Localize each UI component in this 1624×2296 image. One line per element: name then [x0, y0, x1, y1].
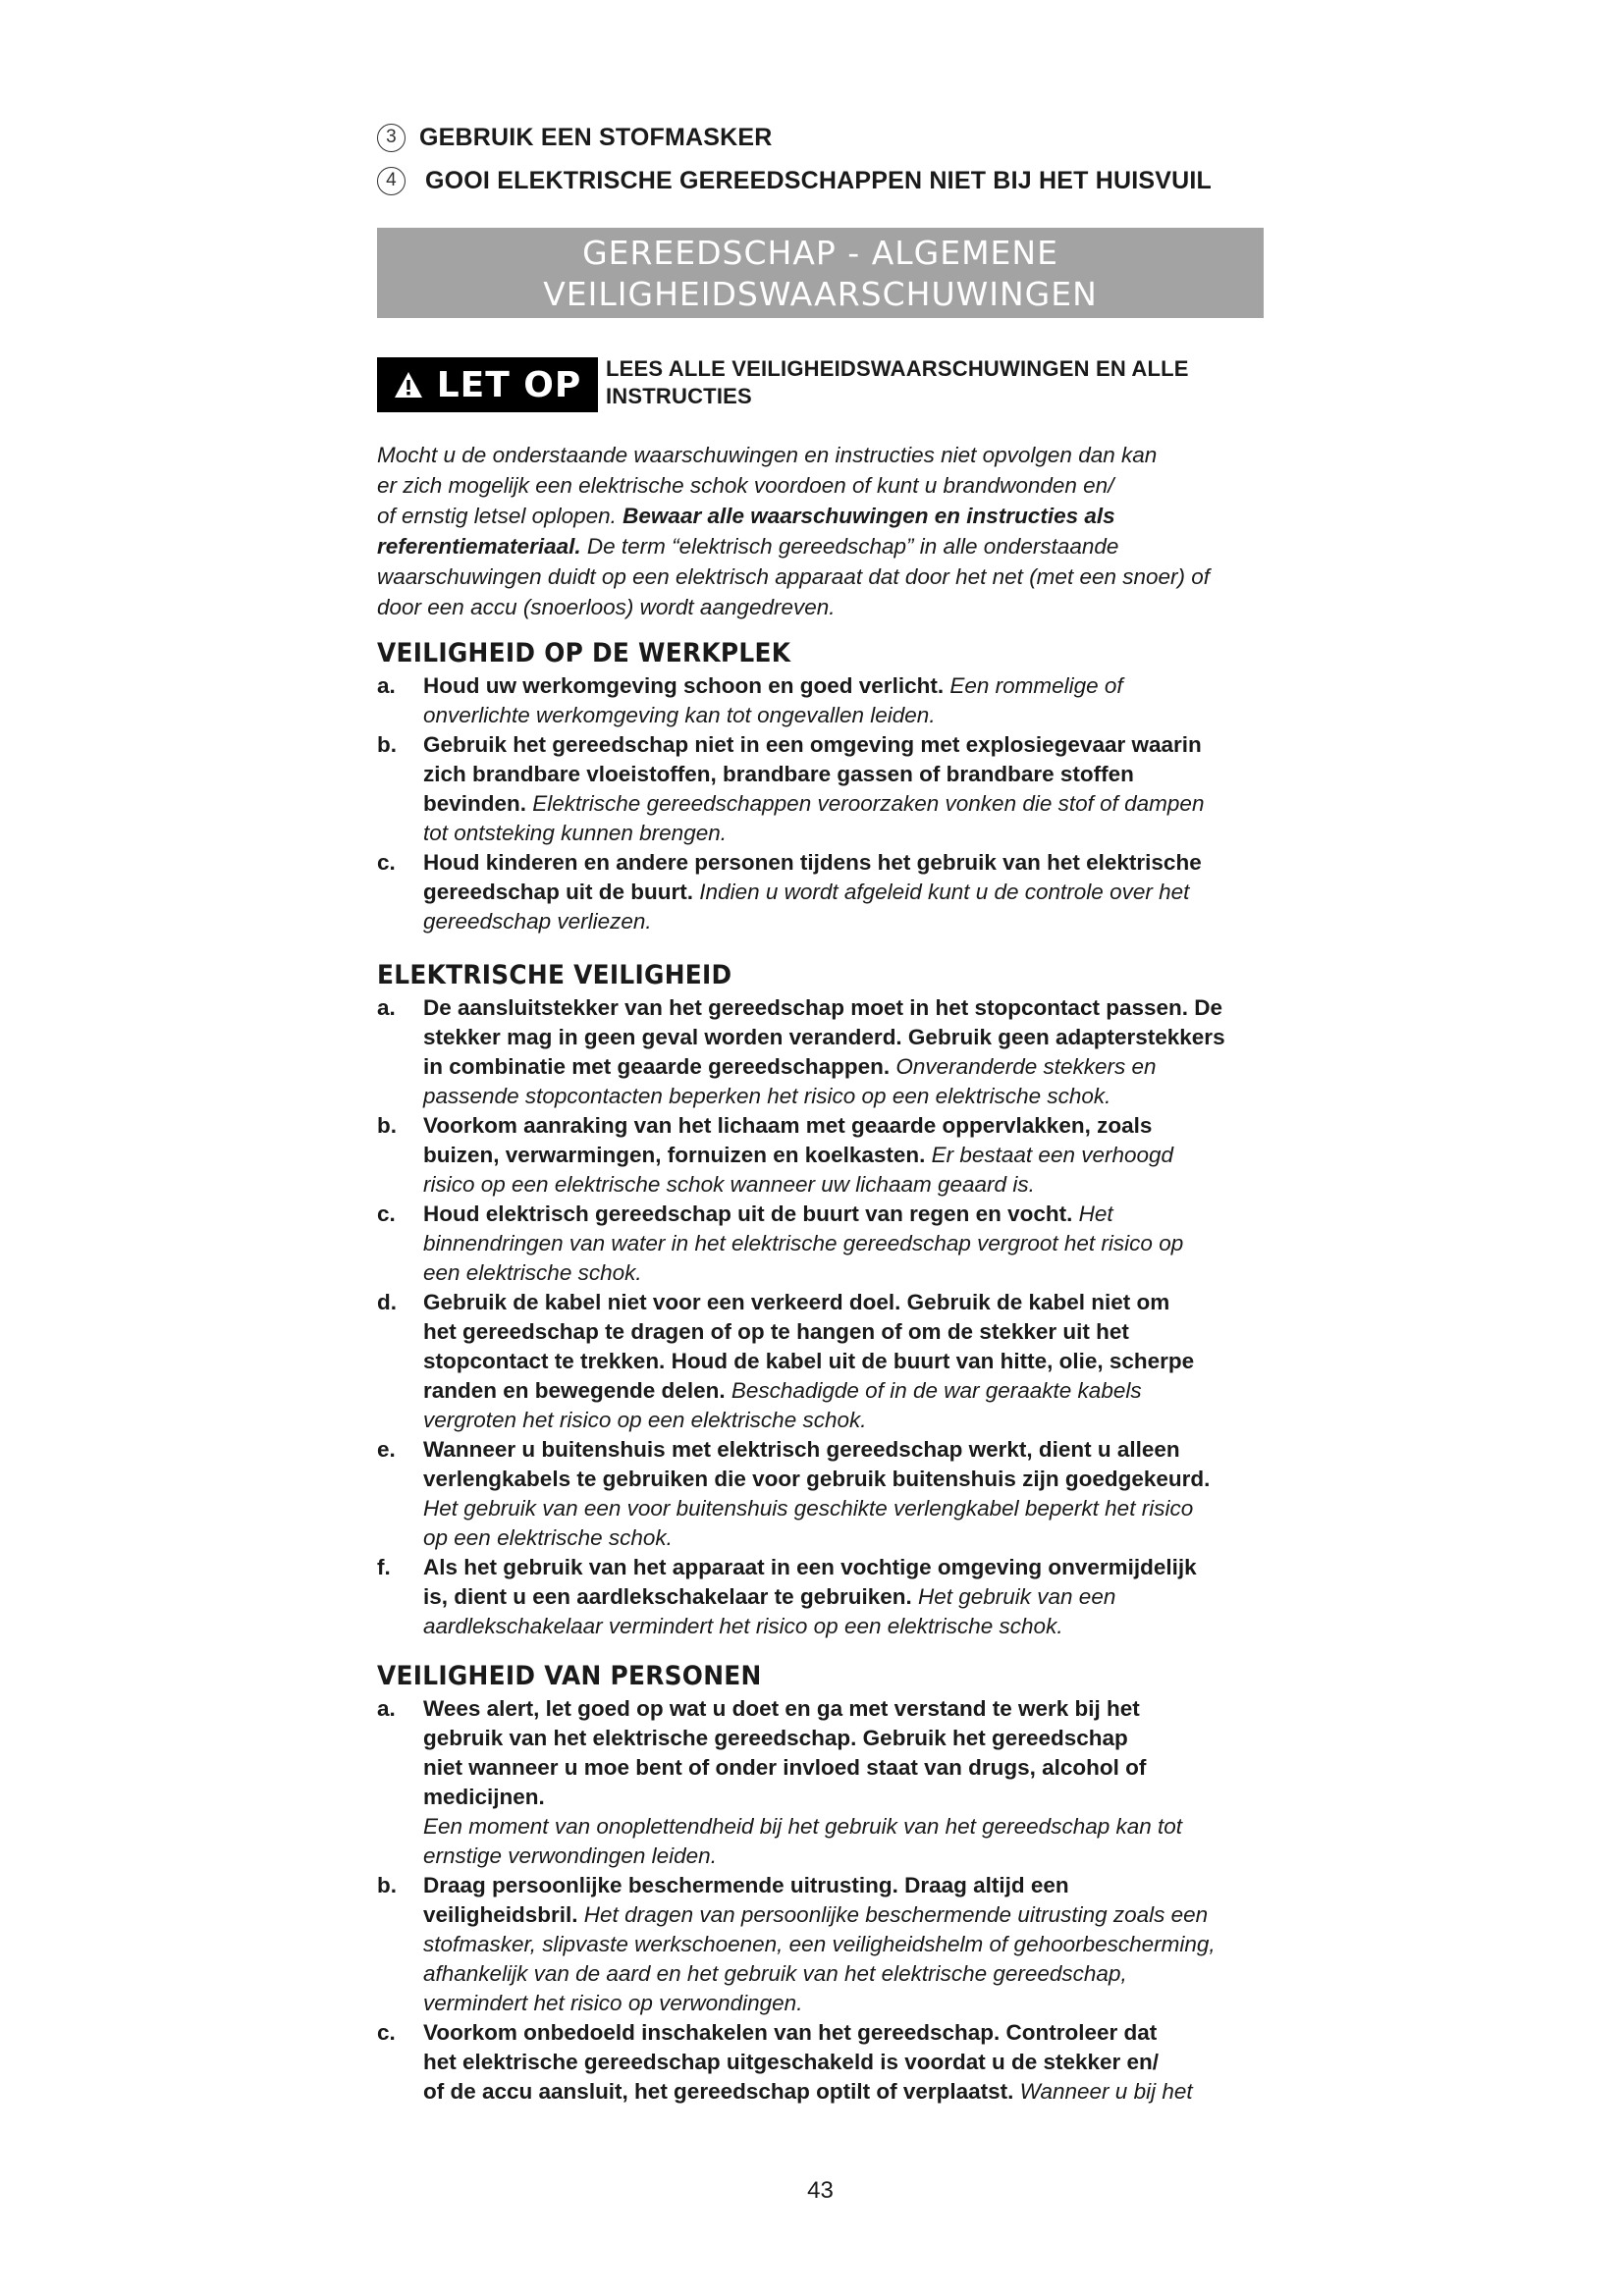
italic-text: aardlekschakelaar vermindert het risico op een elektrische schok. — [423, 1614, 1063, 1638]
italic-text: Onveranderde stekkers en — [890, 1054, 1157, 1079]
bold-text: Voorkom onbedoeld inschakelen van het gereedschap. Controleer dat — [423, 2020, 1158, 2045]
list-item-letter: d. — [377, 1290, 397, 1314]
list-item-line — [423, 1812, 1261, 1842]
intro-line: er zich mogelijk een elektrische schok voordoen of kunt u brandwonden en/ — [377, 473, 1114, 498]
list-item-line — [423, 1930, 1261, 1959]
legend-text: GEBRUIK EEN STOFMASKER — [419, 123, 773, 151]
bold-text: Gebruik de kabel niet voor een verkeerd doel. Gebruik de kabel niet om — [423, 1290, 1170, 1314]
list-item-line — [423, 789, 1261, 819]
caution-text-line: LEES ALLE VEILIGHEIDSWAARSCHUWINGEN EN ALLE — [606, 356, 1189, 381]
bold-text: Als het gebruik van het apparaat in een vochtige omgeving onvermijdelijk — [423, 1555, 1197, 1579]
list-item — [377, 993, 1261, 1111]
section-electrical-safety — [377, 960, 1261, 1641]
italic-text: vermindert het risico op verwondingen. — [423, 1991, 803, 2015]
bold-text: medicijnen. — [423, 1785, 545, 1809]
bold-text: bevinden. — [423, 791, 527, 816]
bold-text: stekker mag in geen geval worden veranderd. Gebruik geen adapterstekkers — [423, 1025, 1225, 1049]
list-item-line — [423, 1783, 1261, 1812]
bold-text: Houd kinderen en andere personen tijdens het gebruik van het elektrische — [423, 850, 1202, 875]
italic-text: afhankelijk van de aard en het gebruik van het elektrische gereedschap, — [423, 1961, 1127, 1986]
list-item-line — [423, 2048, 1261, 2077]
bold-text: stopcontact te trekken. Houd de kabel uit de buurt van hitte, olie, scherpe — [423, 1349, 1195, 1373]
list-item-line — [423, 819, 1261, 848]
intro-line: door een accu (snoerloos) wordt aangedreven. — [377, 595, 836, 619]
bold-text: gebruik van het elektrische gereedschap. Gebruik het gereedschap — [423, 1726, 1128, 1750]
list-item — [377, 671, 1261, 730]
bold-text: het elektrische gereedschap uitgeschakeld is voordat u de stekker en/ — [423, 2050, 1160, 2074]
list-item-line — [423, 1582, 1261, 1612]
list-item-letter: b. — [377, 1873, 397, 1897]
caution-text-line: INSTRUCTIES — [606, 384, 752, 408]
section-title: ELEKTRISCHE VEILIGHEID — [377, 960, 732, 990]
italic-text: stofmasker, slipvaste werkschoenen, een veiligheidshelm of gehoorbescherming, — [423, 1932, 1216, 1956]
list-item-line — [423, 1258, 1261, 1288]
list-item — [377, 1288, 1261, 1435]
banner-line-1: GEREEDSCHAP - ALGEMENE — [582, 234, 1058, 272]
list-item-line — [423, 1317, 1261, 1347]
list-item-line — [423, 1111, 1261, 1141]
bold-text: zich brandbare vloeistoffen, brandbare gassen of brandbare stoffen — [423, 762, 1134, 786]
italic-text: binnendringen van water in het elektrische gereedschap vergroot het risico op — [423, 1231, 1184, 1255]
caution-block — [377, 355, 1261, 412]
bold-text: in combinatie met geaarde gereedschappen. — [423, 1054, 891, 1079]
list-item-line — [423, 1435, 1261, 1465]
list-item-line — [423, 1523, 1261, 1553]
bold-text: verlengkabels te gebruiken die voor gebruik buitenshuis zijn goedgekeurd. — [423, 1467, 1211, 1491]
list-item — [377, 1200, 1261, 1288]
bold-text: of de accu aansluit, het gereedschap optilt of verplaatst. — [423, 2079, 1014, 2104]
list-item-letter: c. — [377, 2020, 396, 2045]
caution-badge — [377, 357, 598, 412]
legend-item-dust-mask — [377, 116, 1261, 159]
italic-text: Er bestaat een verhoogd — [925, 1143, 1174, 1167]
caution-badge-label: LET OP — [436, 364, 582, 405]
list-item-line — [423, 671, 1261, 701]
intro-text: of ernstig letsel oplopen. — [377, 504, 623, 528]
legend-text: GOOI ELEKTRISCHE GEREEDSCHAPPEN NIET BIJ HET HUISVUIL — [425, 166, 1212, 194]
list-item-line — [423, 1989, 1261, 2018]
italic-text: Een moment van onoplettendheid bij het gebruik van het gereedschap kan tot — [423, 1814, 1183, 1839]
italic-text: Elektrische gereedschappen veroorzaken vonken die stof of dampen — [526, 791, 1205, 816]
list-item-line — [423, 1871, 1261, 1900]
list-item-line — [423, 1052, 1261, 1082]
section-title: VEILIGHEID OP DE WERKPLEK — [377, 638, 791, 668]
list-item-letter: a. — [377, 995, 396, 1020]
bold-text: randen en bewegende delen. — [423, 1378, 726, 1403]
list-item-line — [423, 1753, 1261, 1783]
italic-text: ernstige verwondingen leiden. — [423, 1843, 717, 1868]
bold-text: Gebruik het gereedschap niet in een omgeving met explosiegevaar waarin — [423, 732, 1202, 757]
list-item-line — [423, 1023, 1261, 1052]
legend-number: 3 — [377, 124, 406, 152]
list-item — [377, 1111, 1261, 1200]
caution-text — [606, 355, 1189, 410]
italic-text: een elektrische schok. — [423, 1260, 642, 1285]
italic-text: Een rommelige of — [944, 673, 1123, 698]
list-item — [377, 1435, 1261, 1553]
list-item-letter: e. — [377, 1437, 396, 1462]
intro-line: waarschuwingen duidt op een elektrisch apparaat dat door het net (met een snoer) of — [377, 564, 1211, 589]
list-item — [377, 2018, 1261, 2107]
list-item-line — [423, 1465, 1261, 1494]
italic-text: Het — [1072, 1201, 1113, 1226]
bold-text: gereedschap uit de buurt. — [423, 880, 694, 904]
intro-paragraph — [377, 440, 1261, 622]
list-item-line — [423, 1612, 1261, 1641]
list-item-letter: c. — [377, 850, 396, 875]
list-item-letter: b. — [377, 732, 397, 757]
bold-text: Voorkom aanraking van het lichaam met geaarde oppervlakken, zoals — [423, 1113, 1153, 1138]
italic-text: Het gebruik van een — [911, 1584, 1116, 1609]
bold-text: Houd elektrisch gereedschap uit de buurt van regen en vocht. — [423, 1201, 1073, 1226]
list-item-line — [423, 1141, 1261, 1170]
list-item-line — [423, 760, 1261, 789]
bold-text: niet wanneer u moe bent of onder invloed staat van drugs, alcohol of — [423, 1755, 1147, 1780]
intro-line — [377, 501, 1261, 531]
list-item — [377, 1871, 1261, 2018]
intro-bold-text: Bewaar alle waarschuwingen en instructies als — [623, 504, 1115, 528]
section-workplace-safety — [377, 638, 1261, 936]
list-item — [377, 1694, 1261, 1871]
list-item-line — [423, 1082, 1261, 1111]
list-item-line — [423, 1959, 1261, 1989]
list-item-line — [423, 1170, 1261, 1200]
list-item-line — [423, 1494, 1261, 1523]
list-item-line — [423, 848, 1261, 878]
italic-text: Indien u wordt afgeleid kunt u de controle over het — [693, 880, 1190, 904]
list-item-letter: a. — [377, 1696, 396, 1721]
warning-triangle-icon — [394, 371, 423, 399]
bold-text: De aansluitstekker van het gereedschap moet in het stopcontact passen. De — [423, 995, 1223, 1020]
italic-text: risico op een elektrische schok wanneer uw lichaam geaard is. — [423, 1172, 1035, 1197]
list-item-line — [423, 907, 1261, 936]
italic-text: op een elektrische schok. — [423, 1525, 673, 1550]
intro-text: De term “elektrisch gereedschap” in alle onderstaande — [580, 534, 1119, 559]
list-item-line — [423, 701, 1261, 730]
page-number: 43 — [807, 2177, 834, 2204]
list-item-line — [423, 2077, 1261, 2107]
list-item-line — [423, 878, 1261, 907]
list-item-line — [423, 1376, 1261, 1406]
list-item-line — [423, 993, 1261, 1023]
symbol-legend-list — [377, 116, 1261, 202]
list-item-line — [423, 1406, 1261, 1435]
banner-line-2: VEILIGHEIDSWAARSCHUWINGEN — [543, 275, 1098, 313]
bold-text: buizen, verwarmingen, fornuizen en koelkasten. — [423, 1143, 926, 1167]
section-banner — [377, 228, 1264, 318]
list-item-line — [423, 1900, 1261, 1930]
bold-text: het gereedschap te dragen of op te hangen of om de stekker uit het — [423, 1319, 1129, 1344]
italic-text: Het dragen van persoonlijke beschermende uitrusting zoals een — [577, 1902, 1209, 1927]
bold-text: is, dient u een aardlekschakelaar te gebruiken. — [423, 1584, 912, 1609]
list-item — [377, 1553, 1261, 1641]
legend-number: 4 — [377, 167, 406, 195]
italic-text: onverlichte werkomgeving kan tot ongevallen leiden. — [423, 703, 936, 727]
bold-text: Draag persoonlijke beschermende uitrusting. Draag altijd een — [423, 1873, 1069, 1897]
list-item-line — [423, 1724, 1261, 1753]
list-item-line — [423, 1200, 1261, 1229]
italic-text: Wanneer u bij het — [1013, 2079, 1193, 2104]
list-item-line — [423, 1347, 1261, 1376]
list-item — [377, 730, 1261, 848]
italic-text: Beschadigde of in de war geraakte kabels — [725, 1378, 1142, 1403]
bold-text: Wees alert, let goed op wat u doet en ga met verstand te werk bij het — [423, 1696, 1140, 1721]
list-item-line — [423, 730, 1261, 760]
italic-text: vergroten het risico op een elektrische schok. — [423, 1408, 867, 1432]
list-item-line — [423, 1553, 1261, 1582]
section-title: VEILIGHEID VAN PERSONEN — [377, 1661, 762, 1691]
list-item-line — [423, 2018, 1261, 2048]
italic-text: Het gebruik van een voor buitenshuis geschikte verlengkabel beperkt het risico — [423, 1496, 1194, 1521]
list-item-letter: f. — [377, 1555, 391, 1579]
intro-bold-text: referentiemateriaal. — [377, 534, 581, 559]
list-item-letter: b. — [377, 1113, 397, 1138]
list-item-line — [423, 1288, 1261, 1317]
italic-text: tot ontsteking kunnen brengen. — [423, 821, 727, 845]
list-item-letter: a. — [377, 673, 396, 698]
list-item-line — [423, 1842, 1261, 1871]
list-item — [377, 848, 1261, 936]
list-item-letter: c. — [377, 1201, 396, 1226]
bold-text: veiligheidsbril. — [423, 1902, 578, 1927]
legend-item-disposal — [377, 159, 1261, 202]
intro-line: Mocht u de onderstaande waarschuwingen en instructies niet opvolgen dan kan — [377, 443, 1158, 467]
italic-text: passende stopcontacten beperken het risico op een elektrische schok. — [423, 1084, 1111, 1108]
intro-line — [377, 531, 1261, 561]
section-personal-safety — [377, 1661, 1261, 2107]
list-item-line — [423, 1229, 1261, 1258]
bold-text: Houd uw werkomgeving schoon en goed verlicht. — [423, 673, 945, 698]
bold-text: Wanneer u buitenshuis met elektrisch gereedschap werkt, dient u alleen — [423, 1437, 1180, 1462]
list-item-line — [423, 1694, 1261, 1724]
italic-text: gereedschap verliezen. — [423, 909, 652, 934]
